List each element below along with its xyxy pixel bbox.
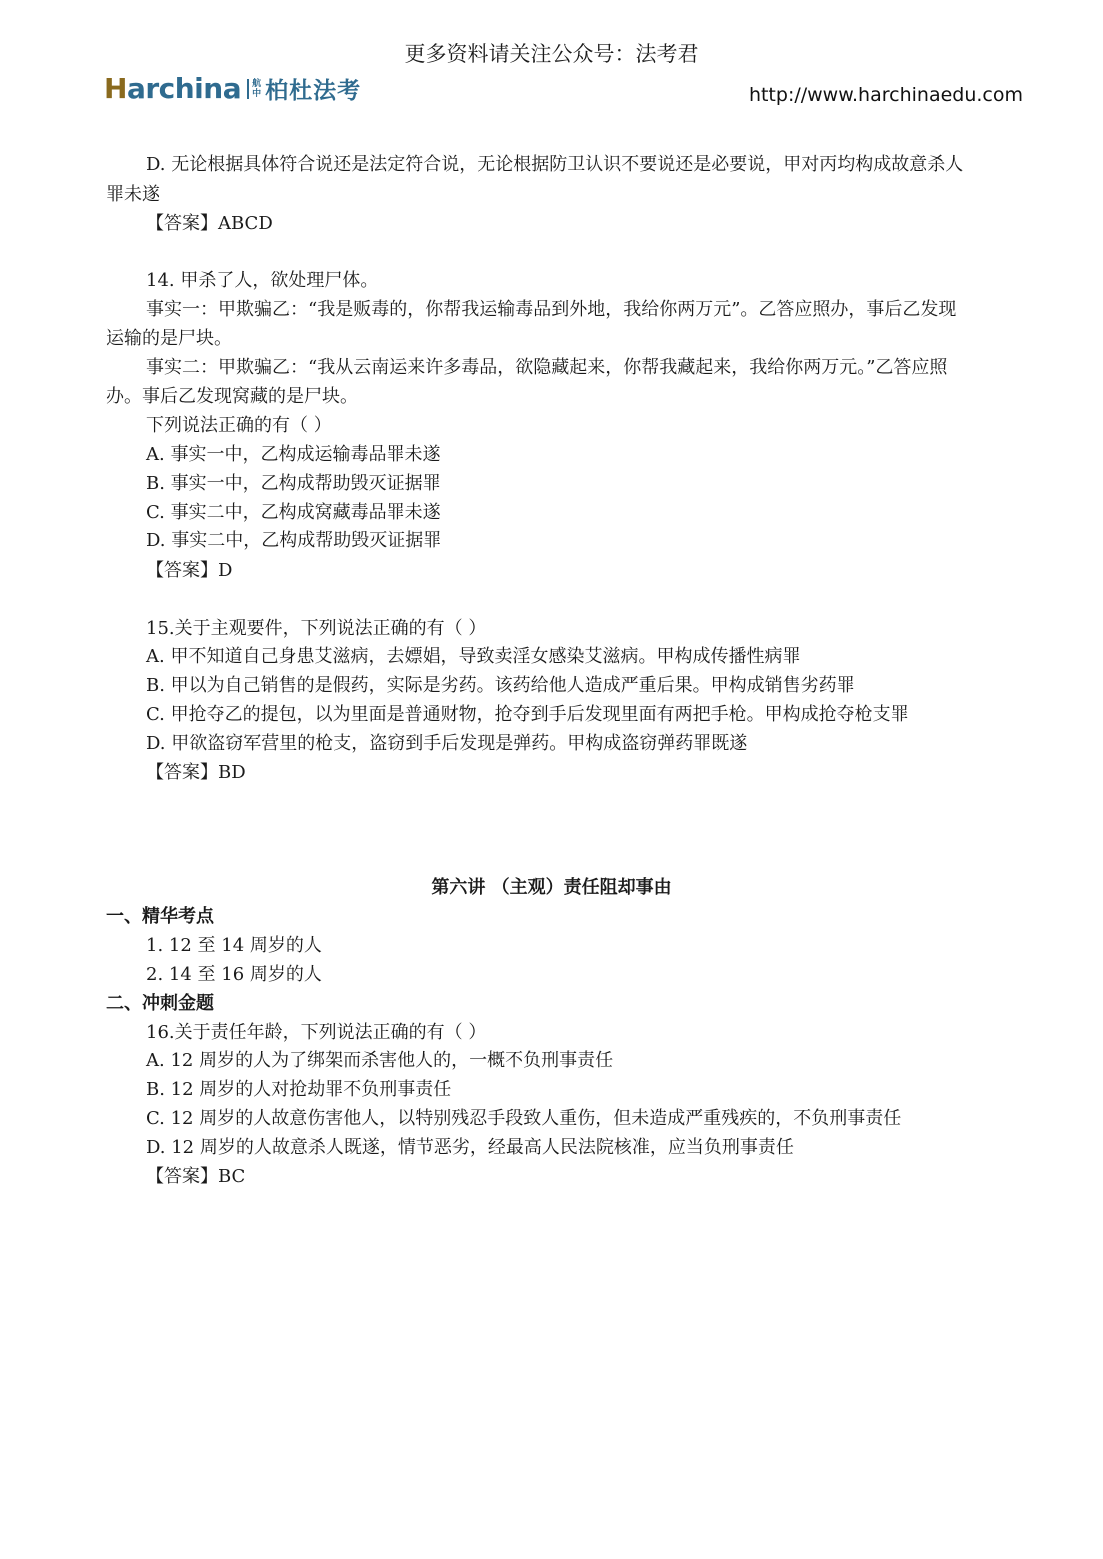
q15-option-d: D. 甲欲盗窃军营里的枪支，盗窃到手后发现是弹药。甲构成盗窃弹药罪既遂 (146, 733, 748, 754)
essential-point-1: 1. 12 至 14 周岁的人 (146, 935, 322, 956)
q14-stem: 14. 甲杀了人，欲处理尸体。 (146, 270, 379, 291)
q15-option-c: C. 甲抢夺乙的提包，以为里面是普通财物，抢夺到手后发现里面有两把手枪。甲构成抢夺枪支罪 (146, 704, 909, 725)
header-notice: 更多资料请关注公众号：法考君 (404, 42, 699, 66)
q16-option-c: C. 12 周岁的人故意伤害他人，以特别残忍手段致人重伤，但未造成严重残疾的，不负刑事责任 (146, 1108, 902, 1129)
q14-fact1-line1: 事实一：甲欺骗乙：“我是贩毒的，你帮我运输毒品到外地，我给你两万元”。乙答应照办，事后乙发现 (146, 299, 957, 320)
logo-latin-rest: archina (126, 72, 242, 105)
q14-fact2-line1: 事实二：甲欺骗乙：“我从云南运来许多毒品，欲隐藏起来，你帮我藏起来，我给你两万元。”乙答应照 (146, 357, 948, 378)
q15-answer: 【答案】BD (146, 762, 246, 783)
logo-latin (104, 72, 241, 105)
site-url: http://www.harchinaedu.com (748, 84, 1023, 106)
q14-answer: 【答案】D (146, 560, 233, 581)
q13-answer: 【答案】ABCD (146, 213, 273, 234)
q14-option-c: C. 事实二中，乙构成窝藏毒品罪未遂 (146, 502, 441, 523)
q14-option-a: A. 事实一中，乙构成运输毒品罪未遂 (146, 444, 441, 465)
logo-small-mark (247, 79, 261, 99)
section-essentials-heading: 一、精华考点 (106, 906, 214, 927)
q14-fact1-line2: 运输的是尸块。 (106, 328, 232, 349)
logo-small-bottom: 中 (252, 88, 262, 99)
q16-option-b: B. 12 周岁的人对抢劫罪不负刑事责任 (146, 1079, 452, 1100)
logo-latin-h: H (104, 72, 127, 105)
q13-option-d-line1: D. 无论根据具体符合说还是法定符合说，无论根据防卫认识不要说还是必要说，甲对丙均构成故意杀人 (146, 154, 964, 175)
lecture6-title: 第六讲 （主观）责任阻却事由 (431, 877, 672, 898)
essential-point-2: 2. 14 至 16 周岁的人 (146, 964, 322, 985)
q14-fact2-line2: 办。事后乙发现窝藏的是尸块。 (106, 386, 358, 407)
q16-stem: 16.关于责任年龄，下列说法正确的有（ ） (146, 1022, 487, 1043)
logo-chinese: 柏杜法考 (265, 78, 362, 104)
section-questions-heading: 二、冲刺金题 (106, 993, 214, 1014)
q14-question: 下列说法正确的有（ ） (146, 415, 332, 436)
harchina-logo (104, 72, 361, 105)
q14-option-d: D. 事实二中，乙构成帮助毁灭证据罪 (146, 530, 442, 551)
q15-option-b: B. 甲以为自己销售的是假药，实际是劣药。该药给他人造成严重后果。甲构成销售劣药罪 (146, 675, 855, 696)
logo-small-top: 航 (252, 78, 262, 89)
q15-stem: 15.关于主观要件，下列说法正确的有（ ） (146, 618, 487, 639)
q14-option-b: B. 事实一中，乙构成帮助毁灭证据罪 (146, 473, 441, 494)
q16-answer: 【答案】BC (146, 1166, 246, 1187)
q15-option-a: A. 甲不知道自己身患艾滋病，去嫖娼，导致卖淫女感染艾滋病。甲构成传播性病罪 (146, 646, 801, 667)
q13-option-d-line2: 罪未遂 (106, 184, 160, 205)
q16-option-d: D. 12 周岁的人故意杀人既遂，情节恶劣，经最高人民法院核准，应当负刑事责任 (146, 1137, 794, 1158)
q16-option-a: A. 12 周岁的人为了绑架而杀害他人的，一概不负刑事责任 (146, 1050, 614, 1071)
